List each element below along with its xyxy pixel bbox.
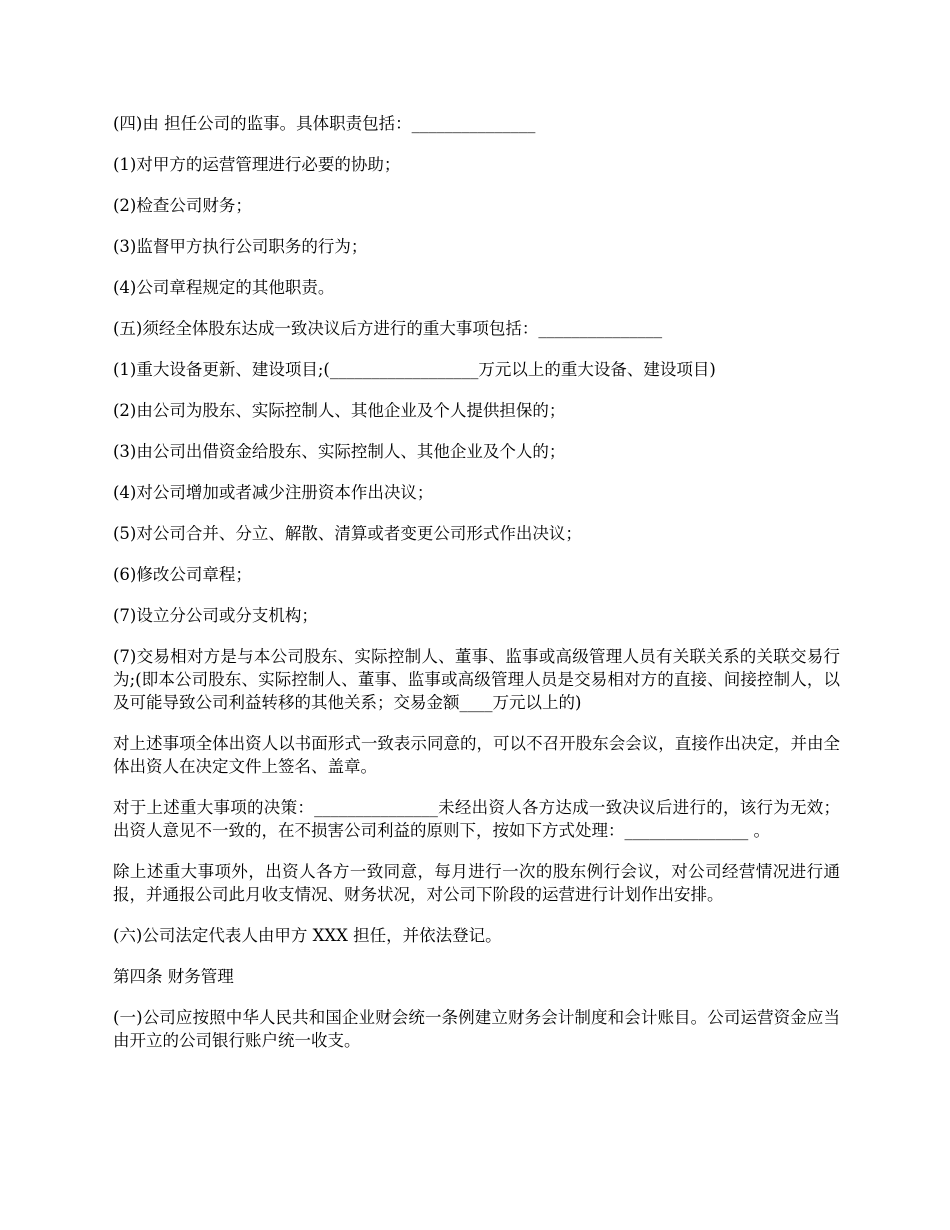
major-matter-6: (6)修改公司章程； [113, 565, 252, 584]
major-matter-4: (4)对公司增加或者减少注册资本作出决议； [113, 483, 434, 502]
clause-5-major-matters: (五)须经全体股东达成一致决议后方进行的重大事项包括：_______________ [113, 319, 663, 338]
duty-item-1: (1)对甲方的运营管理进行必要的协助； [113, 155, 401, 174]
duty-item-4: (4)公司章程规定的其他职责。 [113, 278, 335, 297]
clause-6-legal-representative: (六)公司法定代表人由甲方 XXX 担任，并依法登记。 [113, 926, 502, 945]
duty-item-3: (3)监督甲方执行公司职务的行为； [113, 237, 368, 256]
unanimous-consent-paragraph: 对上述事项全体出资人以书面形式一致表示同意的，可以不召开股东会会议，直接作出决定，并由全体出资人在决定文件上签名、盖章。 [113, 734, 840, 776]
article-4-heading: 第四条 财务管理 [113, 967, 234, 986]
major-matter-5: (5)对公司合并、分立、解散、清算或者变更公司形式作出决议； [113, 524, 582, 543]
major-matter-2: (2)由公司为股东、实际控制人、其他企业及个人提供担保的； [113, 401, 566, 420]
monthly-meeting-paragraph: 除上述重大事项外，出资人各方一致同意，每月进行一次的股东例行会议，对公司经营情况进行通报，并通报公司此月收支情况、财务状况，对公司下阶段的运营进行计划作出安排。 [113, 862, 840, 904]
major-matter-1: (1)重大设备更新、建设项目;(__________________万元以上的重大设备、建设项目) [113, 360, 716, 379]
major-matter-7-related-party: (7)交易相对方是与本公司股东、实际控制人、董事、监事或高级管理人员有关联关系的关联交易行为;(即本公司股东、实际控制人、董事、监事或高级管理人员是交易相对方的直接、间接控制人，以及可能导致公司利益转移的其他关系；交易金额____万元以上的) [113, 647, 840, 712]
major-matter-7: (7)设立分公司或分支机构； [113, 606, 318, 625]
duty-item-2: (2)检查公司财务； [113, 196, 252, 215]
clause-4-supervisor: (四)由 担任公司的监事。具体职责包括：_______________ [113, 114, 536, 133]
major-matter-3: (3)由公司出借资金给股东、实际控制人、其他企业及个人的； [113, 442, 566, 461]
finance-clause-1: (一)公司应按照中华人民共和国企业财会统一条例建立财务会计制度和会计账目。公司运营资金应当由开立的公司银行账户统一收支。 [113, 1008, 840, 1050]
document-page [113, 112, 840, 1070]
decision-handling-paragraph: 对于上述重大事项的决策：_______________未经出资人各方达成一致决议后进行的，该行为无效；出资人意见不一致的，在不损害公司利益的原则下，按如下方式处理：_______________ 。 [113, 798, 840, 840]
